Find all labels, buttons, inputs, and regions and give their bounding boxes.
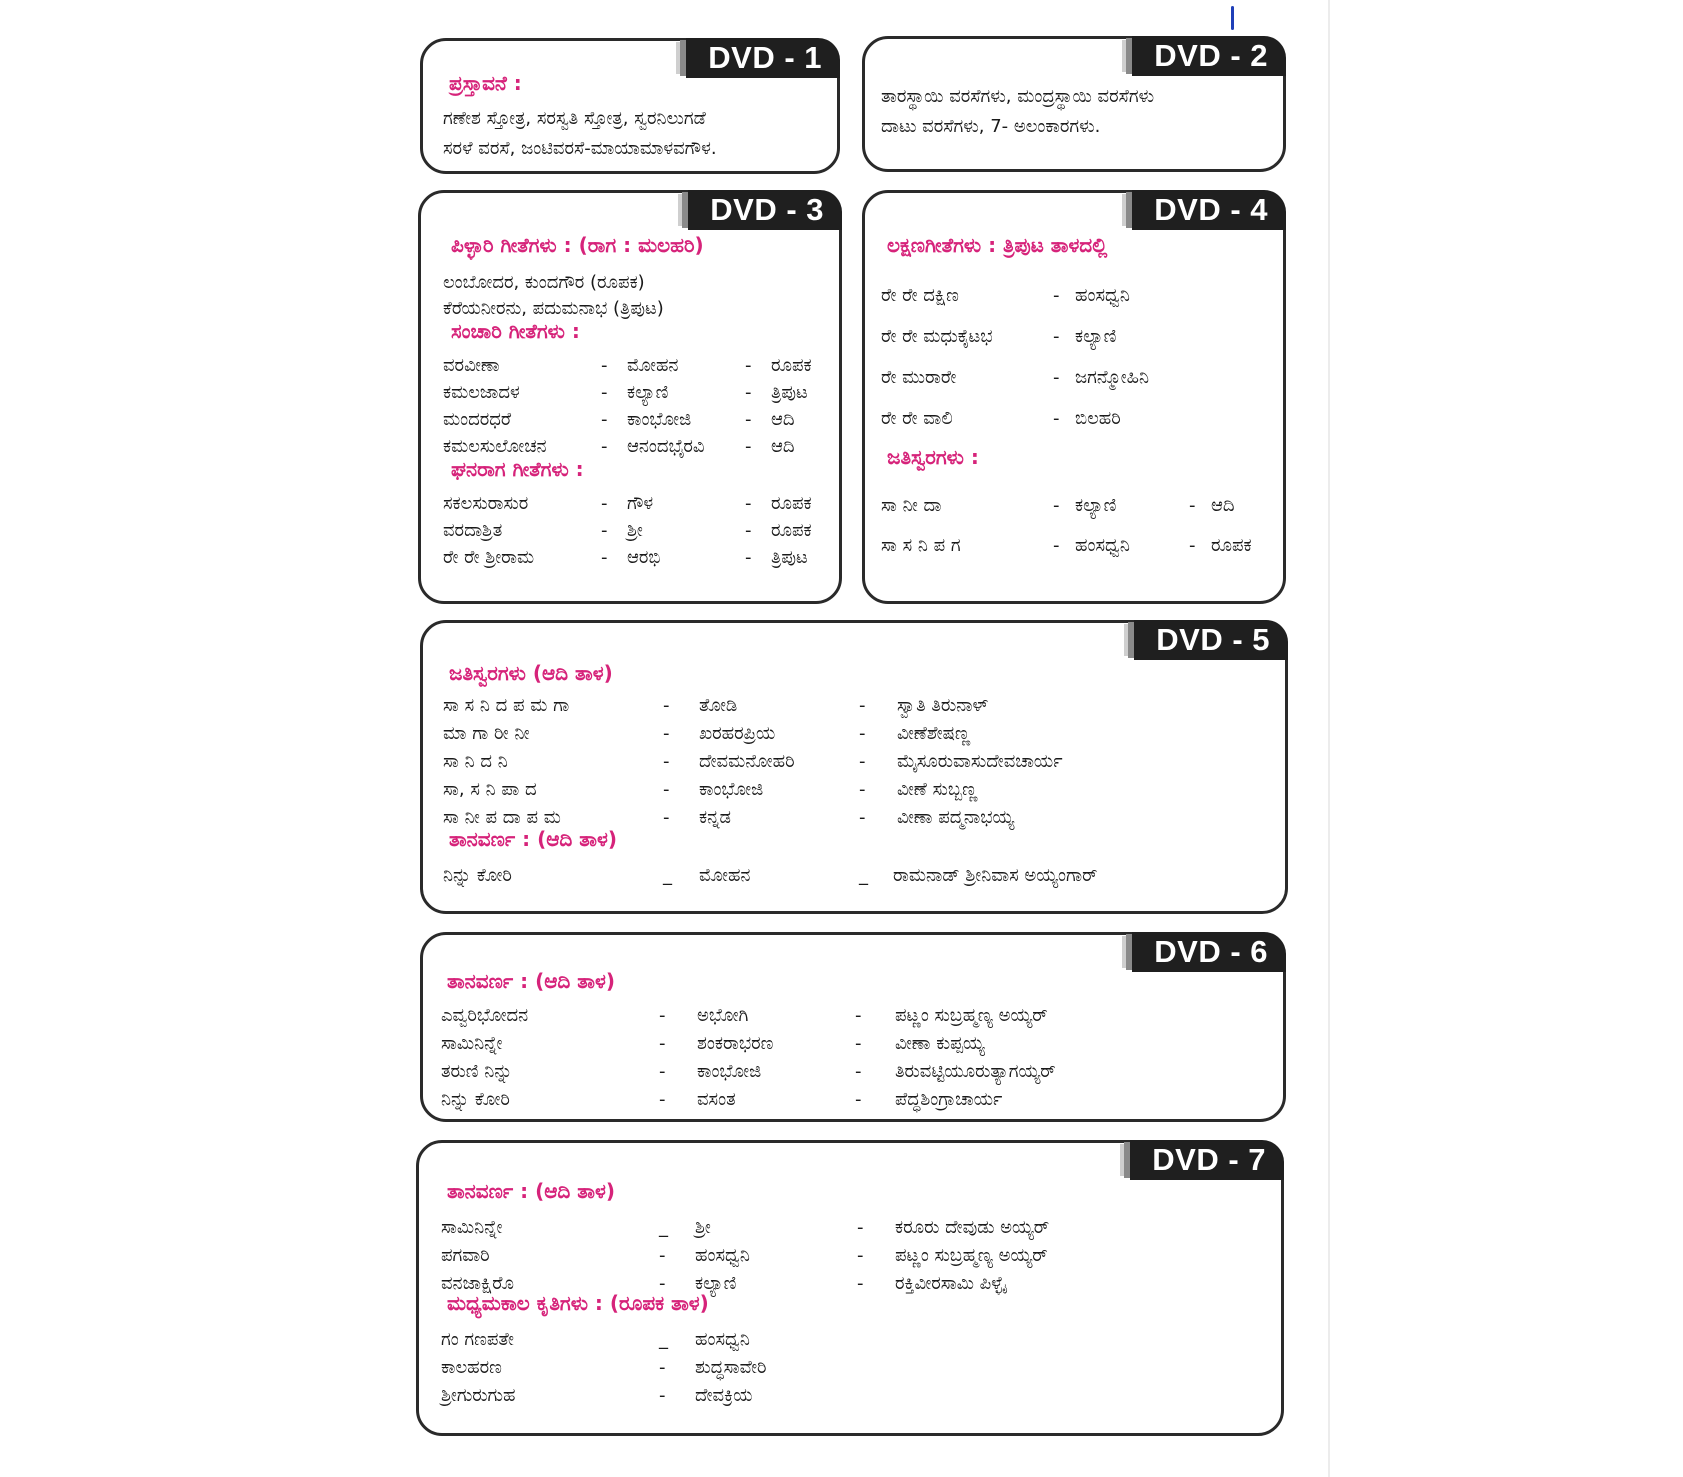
song-title: ವನಜಾಕ್ಷಿರೊ xyxy=(441,1273,514,1294)
dash: - xyxy=(663,751,670,772)
composer: ವೀಣಾ ಪದ್ಮನಾಭಯ್ಯ xyxy=(897,807,1015,828)
list-item xyxy=(421,518,839,544)
raga: ಹಂಸಧ್ವನಿ xyxy=(695,1245,750,1266)
dvd-5-heading-tanavarna: ತಾನವರ್ಣ : (ಆದಿ ತಾಳ) xyxy=(449,827,617,851)
dash: - xyxy=(1053,367,1060,388)
dvd-3-heading-sanchari: ಸಂಚಾರಿ ಗೀತೆಗಳು : xyxy=(451,319,580,343)
swara: ಸಾ ನಿ ದ ನಿ xyxy=(443,751,508,772)
raga: ಬಿಲಹರಿ xyxy=(1075,408,1121,429)
dash: - xyxy=(659,1357,666,1378)
dvd-2-box xyxy=(862,36,1286,172)
composer: ವೀಣೆ ಸುಬ್ಬಣ್ಣ xyxy=(897,779,978,800)
composer: ವೀಣಾ ಕುಪ್ಪಯ್ಯ xyxy=(895,1033,985,1054)
song-title: ಶ್ರೀಗುರುಗುಹ xyxy=(441,1385,516,1406)
list-item xyxy=(865,493,1283,519)
dash: - xyxy=(663,695,670,716)
dash: - xyxy=(859,751,866,772)
dash: - xyxy=(601,436,608,457)
raga: ಕಾಂಭೋಜಿ xyxy=(699,779,764,800)
dvd-4-heading-jatiswara: ಜತಿಸ್ವರಗಳು : xyxy=(887,445,979,469)
dash: - xyxy=(859,779,866,800)
composer: ಮೈಸೂರುವಾಸುದೇವಚಾರ್ಯ xyxy=(897,751,1063,772)
raga: ಅಭೋಗಿ xyxy=(697,1005,749,1026)
dash: - xyxy=(659,1273,666,1294)
raga: ಕಲ್ಯಾಣಿ xyxy=(1075,495,1117,516)
song-title: ಗಂ ಗಣಪತೇ xyxy=(441,1329,514,1350)
list-item xyxy=(421,380,839,406)
dash: - xyxy=(745,355,752,376)
dash: - xyxy=(855,1005,862,1026)
dash: _ xyxy=(659,1217,668,1238)
dvd-1-box xyxy=(420,38,840,174)
dash: - xyxy=(859,695,866,716)
dvd-7-heading-madhyamakala: ಮಧ್ಯಮಕಾಲ ಕೃತಿಗಳು : (ರೂಪಕ ತಾಳ) xyxy=(447,1291,709,1315)
dvd-4-tag: DVD - 4 xyxy=(1132,190,1286,230)
dash: - xyxy=(855,1089,862,1110)
dvd-6-tag: DVD - 6 xyxy=(1132,932,1286,972)
composer: ವೀಣೆಶೇಷಣ್ಣ xyxy=(897,723,971,744)
raga: ಕಾಂಭೋಜಿ xyxy=(697,1061,762,1082)
dvd-4-box xyxy=(862,190,1286,604)
dash: - xyxy=(857,1217,864,1238)
dash: _ xyxy=(659,1329,668,1350)
tala: ತ್ರಿಪುಟ xyxy=(771,547,808,568)
dvd-3-box xyxy=(418,190,842,604)
dvd-2-tag: DVD - 2 xyxy=(1132,36,1286,76)
song-title: ವರವೀಣಾ xyxy=(443,355,500,376)
list-item xyxy=(423,693,1285,719)
tala: ಆದಿ xyxy=(1211,495,1235,516)
dash: - xyxy=(745,493,752,514)
raga: ಶ್ರೀ xyxy=(695,1217,711,1238)
dash: - xyxy=(857,1245,864,1266)
raga: ಶಂಕರಾಭರಣ xyxy=(697,1033,774,1054)
dash: - xyxy=(601,520,608,541)
song-title: ಕಮಲಸುಲೋಚನ xyxy=(443,436,547,457)
dash: - xyxy=(659,1245,666,1266)
raga: ತೋಡಿ xyxy=(699,695,738,716)
dvd-5-box xyxy=(420,620,1288,914)
dash: - xyxy=(663,807,670,828)
list-item xyxy=(421,545,839,571)
raga: ಕನ್ನಡ xyxy=(699,807,732,828)
dvd-6-box xyxy=(420,932,1286,1122)
dash: - xyxy=(659,1005,666,1026)
pen-mark xyxy=(1231,6,1234,30)
dvd-3-heading-ghanaraga: ಘನರಾಗ ಗೀತೆಗಳು : xyxy=(451,457,584,481)
song-title: ನಿನ್ನು ಕೋರಿ xyxy=(441,1089,510,1110)
dash: - xyxy=(1053,495,1060,516)
dash: - xyxy=(659,1385,666,1406)
page-edge xyxy=(1328,0,1330,1477)
swara: ಮಾ ಗಾ ರೀ ನೀ xyxy=(443,723,530,744)
song-title: ರೇ ರೇ ಮಧುಕೈಟಭ xyxy=(881,326,993,347)
song-title: ರೇ ರೇ ದಕ್ಷಿಣ xyxy=(881,285,959,306)
dash: _ xyxy=(663,865,672,886)
song-title: ಕಾಲಹರಣ xyxy=(441,1357,502,1378)
list-item xyxy=(419,1355,1281,1381)
dvd-7-box xyxy=(416,1140,1284,1436)
composer: ತಿರುವಟ್ಟಿಯೂರುತ್ಯಾಗಯ್ಯರ್ xyxy=(895,1061,1056,1082)
dvd-3-line-2: ಕೆರೆಯನೀರನು, ಪದುಮನಾಭ (ತ್ರಿಪುಟ) xyxy=(443,298,664,319)
swara: ಸಾ ಸ ನಿ ದ ಪ ಮ ಗಾ xyxy=(443,695,570,716)
dvd-6-heading-tanavarna: ತಾನವರ್ಣ : (ಆದಿ ತಾಳ) xyxy=(447,969,615,993)
tala: ರೂಪಕ xyxy=(771,493,812,514)
list-item xyxy=(423,1003,1283,1029)
raga: ಹಂಸಧ್ವನಿ xyxy=(1075,535,1130,556)
composer: ಪಟ್ಣಂ ಸುಬ್ರಹ್ಮಣ್ಯ ಅಯ್ಯರ್ xyxy=(895,1005,1048,1026)
list-item xyxy=(423,749,1285,775)
dash: - xyxy=(601,382,608,403)
dash: - xyxy=(745,547,752,568)
tala: ಆದಿ xyxy=(771,409,795,430)
list-item xyxy=(423,721,1285,747)
list-item xyxy=(421,407,839,433)
raga: ಜಗನ್ಮೋಹಿನಿ xyxy=(1075,367,1150,388)
dvd-1-line-1: ಗಣೇಶ ಸ್ತೋತ್ರ, ಸರಸ್ವತಿ ಸ್ತೋತ್ರ, ಸ್ವರನಿಲುಗಡೆ xyxy=(443,108,706,129)
song-title: ಕಮಲಜಾದಳ xyxy=(443,382,520,403)
song-title: ಮಂದರಧರೆ xyxy=(443,409,512,430)
swara: ಸಾ ನೀ ಪ ದಾ ಪ ಮ xyxy=(443,807,561,828)
dash: - xyxy=(855,1033,862,1054)
list-item xyxy=(419,1215,1281,1241)
list-item xyxy=(421,491,839,517)
dash: - xyxy=(859,807,866,828)
dash: - xyxy=(1053,408,1060,429)
dash: - xyxy=(745,520,752,541)
list-item xyxy=(419,1243,1281,1269)
raga: ದೇವಮನೋಹರಿ xyxy=(699,751,795,772)
list-item xyxy=(423,863,1285,889)
tala: ರೂಪಕ xyxy=(771,520,812,541)
raga: ಮೋಹನ xyxy=(627,355,679,376)
dvd-1-line-2: ಸರಳೆ ವರಸೆ, ಜಂಟಿವರಸೆ-ಮಾಯಾಮಾಳವಗೌಳ. xyxy=(443,138,717,159)
raga: ಮೋಹನ xyxy=(699,865,751,886)
dash: - xyxy=(855,1061,862,1082)
dash: - xyxy=(601,409,608,430)
raga: ಶುದ್ಧಸಾವೇರಿ xyxy=(695,1357,767,1378)
dash: - xyxy=(745,436,752,457)
list-item xyxy=(423,1031,1283,1057)
raga: ಹಂಸಧ್ವನಿ xyxy=(1075,285,1130,306)
dash: - xyxy=(1053,326,1060,347)
dash: - xyxy=(659,1089,666,1110)
song-title: ಸಕಲಸುರಾಸುರ xyxy=(443,493,529,514)
dash: - xyxy=(1189,535,1196,556)
song-title: ಸಾಮಿನಿನ್ನೇ xyxy=(441,1217,503,1238)
dvd-7-heading-tanavarna: ತಾನವರ್ಣ : (ಆದಿ ತಾಳ) xyxy=(447,1179,615,1203)
dash: - xyxy=(1189,495,1196,516)
composer: ರಾಮನಾಡ್ ಶ್ರೀನಿವಾಸ ಅಯ್ಯಂಗಾರ್ xyxy=(893,865,1098,886)
song-title: ರೇ ರೇ ಶ್ರೀರಾಮ xyxy=(443,547,535,568)
tala: ರೂಪಕ xyxy=(1211,535,1252,556)
raga: ಹಂಸಧ್ವನಿ xyxy=(695,1329,750,1350)
raga: ದೇವಕ್ರಿಯ xyxy=(695,1385,753,1406)
dash: - xyxy=(659,1061,666,1082)
raga: ಕಲ್ಯಾಣಿ xyxy=(695,1273,737,1294)
dvd-5-heading-jatiswara: ಜತಿಸ್ವರಗಳು (ಆದಿ ತಾಳ) xyxy=(449,661,613,685)
composer: ಪೆದ್ಧಶಿಂಗ್ರಾಚಾರ್ಯ xyxy=(895,1089,1003,1110)
song-title: ರೇ ರೇ ವಾಲಿ xyxy=(881,408,953,429)
dash: _ xyxy=(859,865,868,886)
dvd-1-heading: ಪ್ರಸ್ತಾವನೆ : xyxy=(449,71,522,95)
tala: ರೂಪಕ xyxy=(771,355,812,376)
dash: - xyxy=(1053,285,1060,306)
dash: - xyxy=(745,409,752,430)
list-item xyxy=(423,1087,1283,1113)
dvd-3-tag: DVD - 3 xyxy=(688,190,842,230)
dvd-2-line-1: ತಾರಸ್ಥಾಯಿ ವರಸೆಗಳು, ಮಂದ್ರಸ್ಥಾಯಿ ವರಸೆಗಳು xyxy=(881,86,1155,107)
dash: - xyxy=(601,355,608,376)
raga: ಶ್ರೀ xyxy=(627,520,643,541)
dvd-5-tag: DVD - 5 xyxy=(1134,620,1288,660)
song-title: ವರದಾಶ್ರಿತ xyxy=(443,520,503,541)
list-item xyxy=(865,283,1283,309)
dvd-3-heading-pillari: ಪಿಳ್ಳಾರಿ ಗೀತೆಗಳು : (ರಾಗ : ಮಲಹರಿ) xyxy=(451,233,704,257)
dvd-7-tag: DVD - 7 xyxy=(1130,1140,1284,1180)
tala: ಆದಿ xyxy=(771,436,795,457)
song-title: ಸಾ ನೀ ದಾ xyxy=(881,495,942,516)
song-title: ನಿನ್ನು ಕೋರಿ xyxy=(443,865,512,886)
song-title: ಸಾಮಿನಿನ್ನೇ xyxy=(441,1033,503,1054)
song-title: ಸಾ ಸ ನಿ ಪ ಗ xyxy=(881,535,961,556)
list-item xyxy=(865,324,1283,350)
composer: ಕರೂರು ದೇವುಡು ಅಯ್ಯರ್ xyxy=(895,1217,1050,1238)
list-item xyxy=(419,1383,1281,1409)
song-title: ತರುಣಿ ನಿನ್ನು xyxy=(441,1061,513,1082)
dash: - xyxy=(601,493,608,514)
raga: ಆನಂದಭೈರವಿ xyxy=(627,436,705,457)
list-item xyxy=(865,406,1283,432)
swara: ಸಾ, ಸ ನಿ ಪಾ ದ xyxy=(443,779,537,800)
dvd-3-line-1: ಲಂಬೋದರ, ಕುಂದಗೌರ (ರೂಪಕ) xyxy=(443,272,645,293)
list-item xyxy=(419,1327,1281,1353)
composer: ರಕ್ತಿವೀರಸಾಮಿ ಪಿಳ್ಳೈ xyxy=(895,1273,1006,1294)
list-item xyxy=(423,777,1285,803)
dash: - xyxy=(663,723,670,744)
tala: ತ್ರಿಪುಟ xyxy=(771,382,808,403)
list-item xyxy=(865,533,1283,559)
dash: - xyxy=(659,1033,666,1054)
dash: - xyxy=(663,779,670,800)
list-item xyxy=(865,365,1283,391)
dash: - xyxy=(745,382,752,403)
list-item xyxy=(421,353,839,379)
dash: - xyxy=(859,723,866,744)
raga: ವಸಂತ xyxy=(697,1089,736,1110)
dash: - xyxy=(857,1273,864,1294)
raga: ಕಲ್ಯಾಣಿ xyxy=(1075,326,1117,347)
raga: ಕಲ್ಯಾಣಿ xyxy=(627,382,669,403)
raga: ಖರಹರಪ್ರಿಯ xyxy=(699,723,776,744)
dvd-4-heading-lakshana: ಲಕ್ಷಣಗೀತೆಗಳು : ತ್ರಿಪುಟ ತಾಳದಲ್ಲಿ xyxy=(887,233,1108,257)
composer: ಪಟ್ಣಂ ಸುಬ್ರಹ್ಮಣ್ಯ ಅಯ್ಯರ್ xyxy=(895,1245,1048,1266)
song-title: ರೇ ಮುರಾರೇ xyxy=(881,367,957,388)
list-item xyxy=(423,1059,1283,1085)
dash: - xyxy=(1053,535,1060,556)
dvd-1-tag: DVD - 1 xyxy=(686,38,840,78)
composer: ಸ್ವಾತಿ ತಿರುನಾಳ್ xyxy=(897,695,989,716)
dvd-2-line-2: ದಾಟು ವರಸೆಗಳು, 7- ಅಲಂಕಾರಗಳು. xyxy=(881,116,1101,137)
dash: - xyxy=(601,547,608,568)
raga: ಕಾಂಭೋಜಿ xyxy=(627,409,692,430)
raga: ಆರಭಿ xyxy=(627,547,661,568)
raga: ಗೌಳ xyxy=(627,493,654,514)
song-title: ಎವ್ವರಿಭೋದನ xyxy=(441,1005,529,1026)
song-title: ಪಗವಾರಿ xyxy=(441,1245,490,1266)
